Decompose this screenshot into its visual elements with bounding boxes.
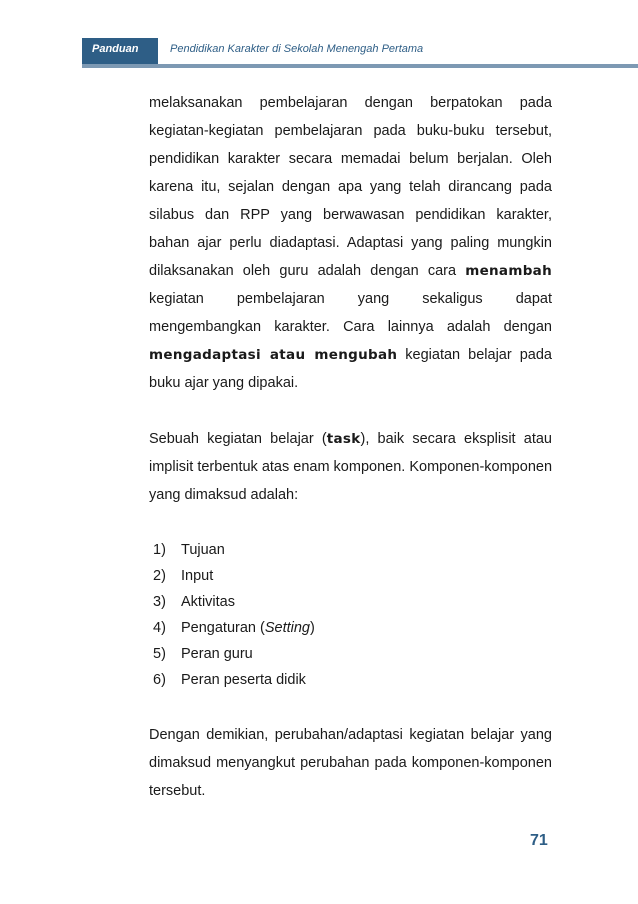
list-item-text: Peran guru [181, 646, 253, 662]
list-item-text-a: Pengaturan ( [181, 620, 265, 636]
list-item-text: Input [181, 568, 214, 584]
highlight-mengadaptasi: mengadaptasi atau mengubah [149, 347, 398, 363]
list-item [153, 537, 552, 563]
list-item-number: 1) [153, 542, 166, 558]
header-label: Panduan [92, 43, 139, 55]
list-item-text: Peran peserta didik [181, 672, 306, 688]
component-list [149, 537, 552, 693]
list-item-number: 5) [153, 646, 166, 662]
list-item-number: 6) [153, 672, 166, 688]
paragraph-1 [149, 89, 552, 397]
list-item-number: 3) [153, 594, 166, 610]
list-item-text-b: ) [310, 620, 315, 636]
highlight-task: task [326, 431, 361, 447]
list-item-italic: Setting [264, 620, 310, 636]
list-item [153, 589, 552, 615]
paragraph-1-text-a: melaksanakan pembelajaran dengan berpatokan pada kegiatan-kegiatan pembelajaran pada buku-buku tersebut, pendidikan karakter secara memadai belum berjalan. Oleh karena itu, sejalan dengan apa yang telah dirancang pada silabus dan RPP yang berwawasan pendidikan karakter, bahan ajar perlu diadaptasi. Adaptasi yang paling mungkin dilaksanakan oleh guru adalah dengan cara [149, 95, 552, 279]
header-rule [82, 64, 638, 68]
list-item [153, 667, 552, 693]
highlight-menambah: menambah [465, 263, 552, 279]
paragraph-3: Dengan demikian, perubahan/adaptasi kegiatan belajar yang dimaksud menyangkut perubahan pada komponen-komponen tersebut. [149, 727, 552, 799]
list-item-text: Tujuan [181, 542, 225, 558]
page-content [149, 89, 552, 805]
list-item-text [181, 615, 315, 641]
paragraph-1-text-c: kegiatan belajar pada buku ajar yang dipakai. [149, 347, 552, 391]
list-item [153, 641, 552, 667]
list-item-number: 4) [153, 620, 166, 636]
list-item-text: Aktivitas [181, 594, 235, 610]
paragraph-1-text-b: kegiatan pembelajaran yang sekaligus dapat mengembangkan karakter. Cara lainnya adalah dengan [149, 291, 552, 335]
header-title: Pendidikan Karakter di Sekolah Menengah Pertama [170, 43, 424, 55]
list-item [153, 563, 552, 589]
list-item [153, 615, 552, 641]
page-header [0, 0, 638, 70]
paragraph-2-text-a: Sebuah kegiatan belajar ( [149, 431, 327, 447]
list-item-number: 2) [153, 568, 166, 584]
paragraph-2 [149, 425, 552, 509]
page-number: 71 [530, 832, 548, 849]
paragraph-2-text-b: ), baik secara eksplisit atau implisit terbentuk atas enam komponen. Komponen-komponen yang dimaksud adalah: [149, 431, 553, 503]
